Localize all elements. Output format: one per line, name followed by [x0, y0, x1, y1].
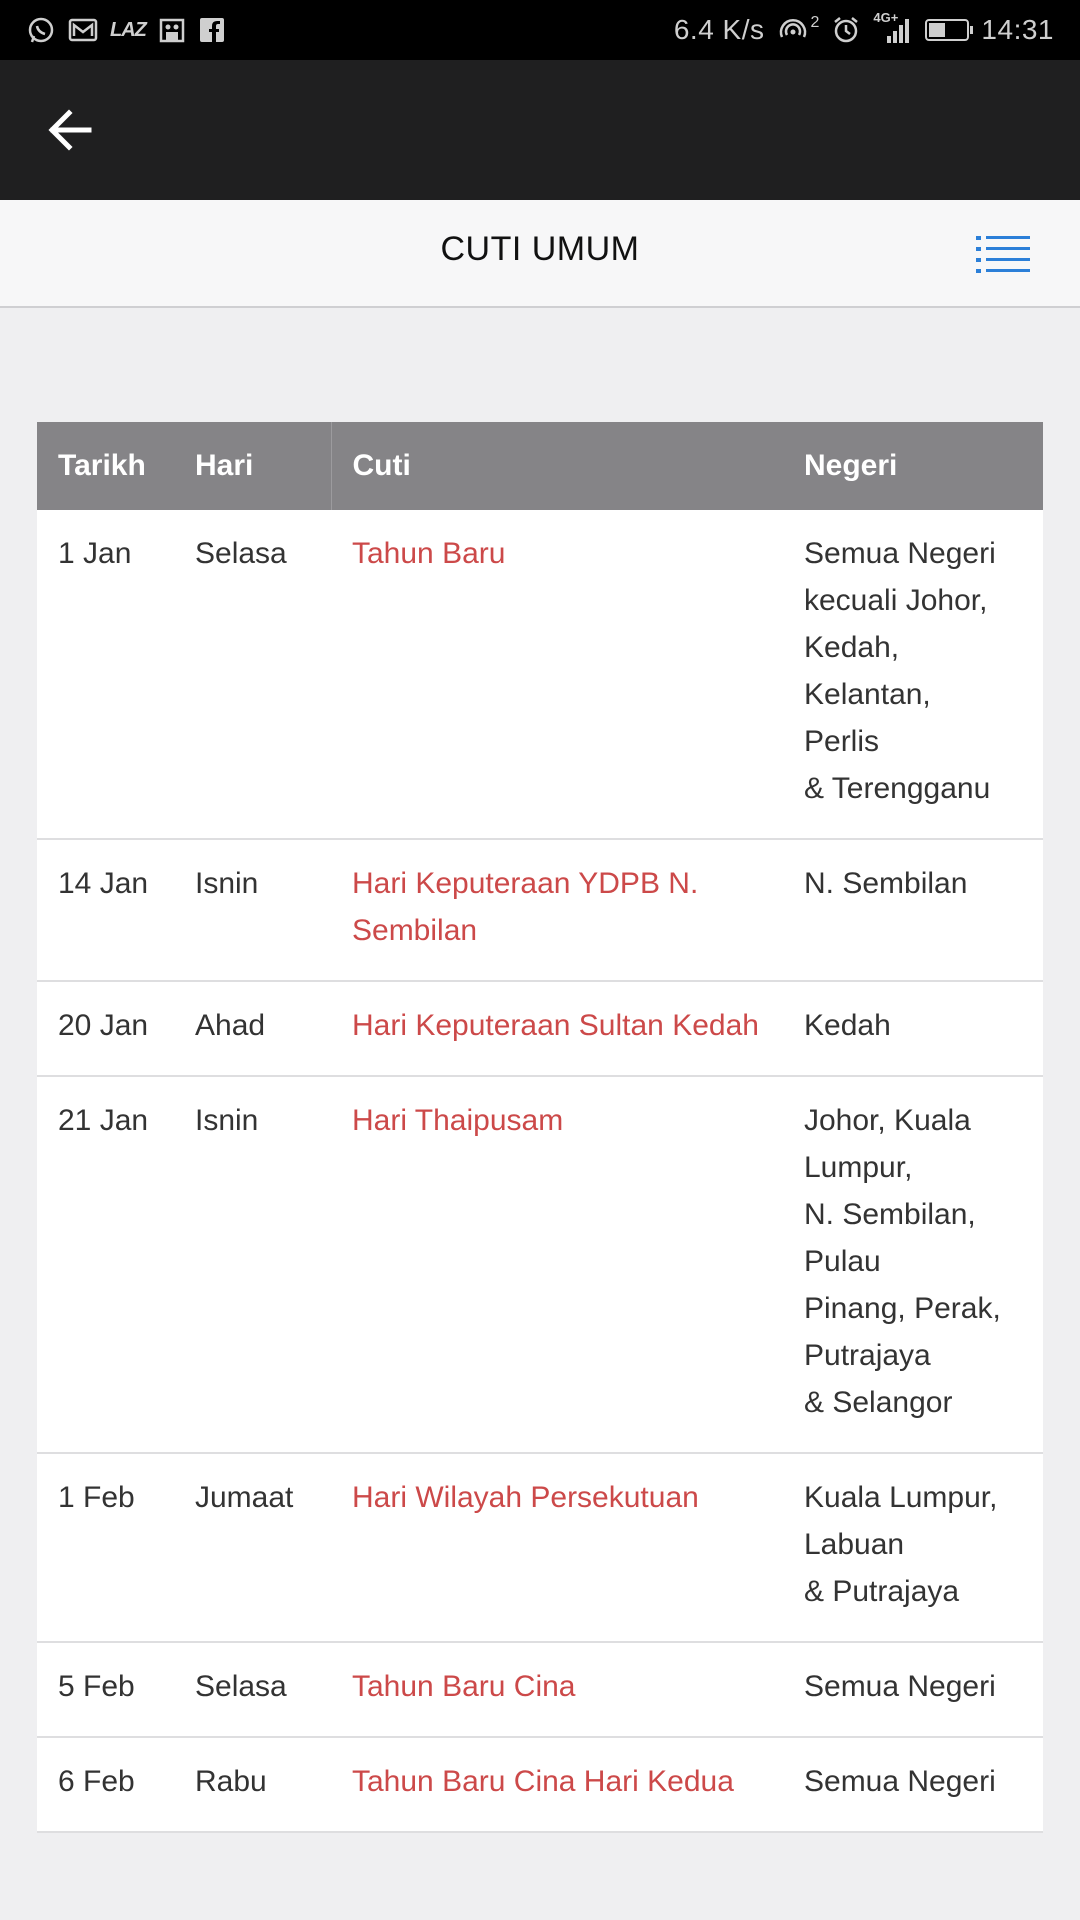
cell-tarikh: 1 Feb [37, 1453, 174, 1642]
cell-negeri [783, 1453, 1043, 1642]
clock: 14:31 [981, 14, 1054, 45]
table-row [37, 1453, 1043, 1642]
table-body [37, 510, 1043, 1832]
arrow-left-icon [47, 109, 93, 151]
negeri-line: Semua Negeri [804, 537, 996, 570]
negeri-line: Labuan [804, 1528, 905, 1561]
network-type-label: 4G+ [873, 10, 899, 25]
alarm-icon [831, 14, 861, 46]
whatsapp-icon [26, 14, 56, 46]
negeri-line: Pulau [804, 1245, 881, 1278]
battery-fill [929, 23, 945, 37]
cell-hari: Jumaat [174, 1453, 331, 1642]
cell-cuti-link[interactable]: Tahun Baru Cina [331, 1642, 783, 1737]
status-bar [0, 0, 1080, 60]
header-cuti: Cuti [331, 422, 783, 510]
cell-tarikh: 21 Jan [37, 1076, 174, 1453]
hotspot-icon [777, 14, 820, 46]
status-left-icons [26, 14, 226, 46]
table-row [37, 510, 1043, 839]
cell-cuti-link[interactable]: Tahun Baru [331, 510, 783, 839]
negeri-line: Semua Negeri [804, 1765, 996, 1798]
negeri-line: N. Sembilan, [804, 1198, 976, 1231]
hotspot-count: 2 [810, 14, 820, 31]
negeri-line: & Selangor [804, 1386, 953, 1419]
negeri-line: Perlis [804, 725, 880, 758]
table-row [37, 839, 1043, 981]
menu-button[interactable] [976, 234, 1032, 274]
lazada-icon: LAZ [110, 18, 146, 41]
negeri-line: N. Sembilan [804, 867, 968, 900]
cell-negeri [783, 1737, 1043, 1832]
header-tarikh: Tarikh [58, 449, 146, 482]
cell-tarikh: 1 Jan [37, 510, 174, 839]
cell-cuti-link[interactable]: Hari Keputeraan YDPB N. Sembilan [331, 839, 783, 981]
holiday-table [37, 422, 1043, 1833]
app-bar [0, 60, 1080, 200]
table-row [37, 1737, 1043, 1832]
signal-icon [873, 10, 913, 46]
cell-negeri [783, 1076, 1043, 1453]
page-title: CUTI UMUM [440, 230, 640, 268]
cell-cuti-link[interactable]: Hari Thaipusam [331, 1076, 783, 1453]
cell-hari: Selasa [174, 1642, 331, 1737]
cell-tarikh: 20 Jan [37, 981, 174, 1076]
negeri-line: Johor, Kuala [804, 1104, 971, 1137]
negeri-line: Kedah [804, 1009, 891, 1042]
header-negeri: Negeri [804, 449, 898, 482]
cell-hari: Selasa [174, 510, 331, 839]
cell-hari: Isnin [174, 1076, 331, 1453]
cell-cuti-link[interactable]: Hari Keputeraan Sultan Kedah [331, 981, 783, 1076]
cell-negeri [783, 1642, 1043, 1737]
cell-negeri [783, 839, 1043, 981]
negeri-line: Lumpur, [804, 1151, 913, 1184]
negeri-line: Kelantan, [804, 678, 931, 711]
facebook-icon [198, 14, 226, 46]
cell-cuti-link[interactable]: Hari Wilayah Persekutuan [331, 1453, 783, 1642]
cell-hari: Isnin [174, 839, 331, 981]
back-button[interactable] [38, 102, 102, 158]
table-header-row [37, 422, 1043, 510]
table-row [37, 981, 1043, 1076]
cell-hari: Ahad [174, 981, 331, 1076]
cell-tarikh: 14 Jan [37, 839, 174, 981]
holiday-table-container [37, 422, 1043, 1833]
negeri-line: Kedah, [804, 631, 900, 664]
title-bar [0, 200, 1080, 308]
header-hari: Hari [195, 449, 254, 482]
mail-icon [68, 14, 98, 46]
cell-tarikh: 6 Feb [37, 1737, 174, 1832]
negeri-line: Pinang, Perak, [804, 1292, 1001, 1325]
table-row [37, 1642, 1043, 1737]
network-speed: 6.4 K/s [673, 14, 765, 45]
negeri-line: kecuali Johor, [804, 584, 988, 617]
negeri-line: & Terengganu [804, 772, 991, 805]
battery-icon [925, 19, 969, 41]
table-row [37, 1076, 1043, 1453]
shop-icon [158, 14, 186, 46]
status-right-icons [673, 10, 1054, 46]
negeri-line: Putrajaya [804, 1339, 931, 1372]
negeri-line: Semua Negeri [804, 1670, 996, 1703]
cell-negeri [783, 981, 1043, 1076]
cell-hari: Rabu [174, 1737, 331, 1832]
cell-negeri [783, 510, 1043, 839]
list-menu-icon [976, 234, 1032, 274]
negeri-line: Kuala Lumpur, [804, 1481, 998, 1514]
negeri-line: & Putrajaya [804, 1575, 960, 1608]
cell-tarikh: 5 Feb [37, 1642, 174, 1737]
cell-cuti-link[interactable]: Tahun Baru Cina Hari Kedua [331, 1737, 783, 1832]
